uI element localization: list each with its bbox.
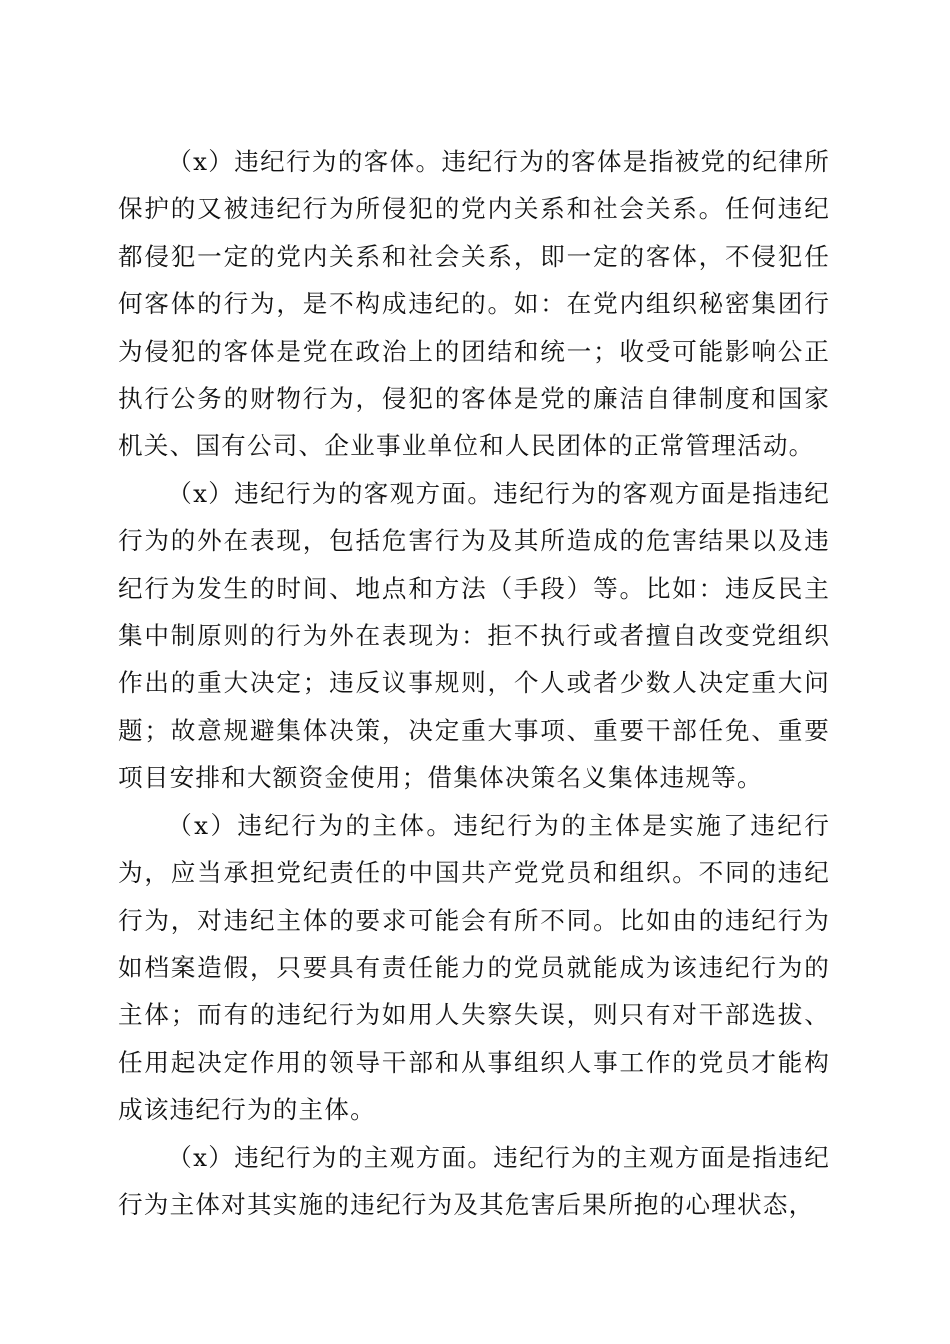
paragraph-object: （x）违纪行为的客体。违纪行为的客体是指被党的纪律所保护的又被违纪行为所侵犯的党内关系和社会关系。任何违纪都侵犯一定的党内关系和社会关系，即一定的客体，不侵犯任何客体的行为，是不构成违纪的。如：在党内组织秘密集团行为侵犯的客体是党在政治上的团结和统一；收受可能影响公正执行公务的财物行为，侵犯的客体是党的廉洁自律制度和国家机关、国有公司、企业事业单位和人民团体的正常管理活动。 (118, 147, 830, 461)
paragraph-subject: （x）违纪行为的主体。违纪行为的主体是实施了违纪行为，应当承担党纪责任的中国共产党党员和组织。不同的违纪行为，对违纪主体的要求可能会有所不同。比如由的违纪行为如档案造假，只要具有责任能力的党员就能成为该违纪行为的主体；而有的违纪行为如用人失察失误，则只有对干部选拔、任用起决定作用的领导干部和从事组织人事工作的党员才能构成该违纪行为的主体。 (118, 810, 830, 1125)
document-body (118, 138, 830, 1228)
paragraph-subjective-aspect: （x）违纪行为的主观方面。违纪行为的主观方面是指违纪行为主体对其实施的违纪行为及其危害后果所抱的心理状态， (118, 1142, 830, 1219)
paragraph-objective-aspect: （x）违纪行为的客观方面。违纪行为的客观方面是指违纪行为的外在表现，包括危害行为及其所造成的危害结果以及违纪行为发生的时间、地点和方法（手段）等。比如：违反民主集中制原则的行为外在表现为：拒不执行或者擅自改变党组织作出的重大决定；违反议事规则，个人或者少数人决定重大问题；故意规避集体决策，决定重大事项、重要干部任免、重要项目安排和大额资金使用；借集体决策名义集体违规等。 (118, 478, 830, 793)
